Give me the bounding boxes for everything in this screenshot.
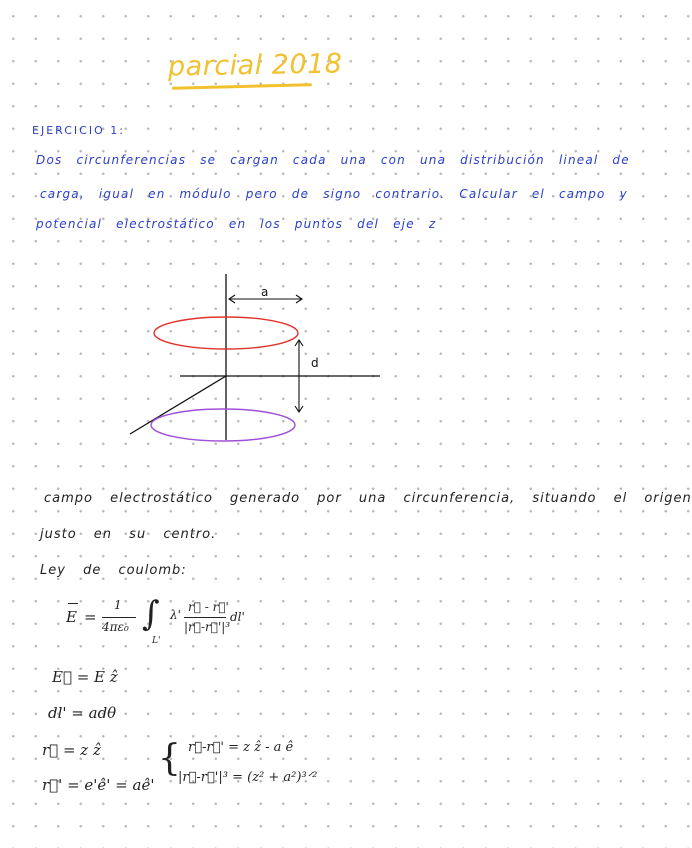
- eq-r-prime: r⃗' = e'ê' = aê': [42, 776, 155, 794]
- eq-equals: =: [84, 608, 97, 626]
- eq-e-vector-bar: [68, 603, 78, 604]
- eq-r: r⃗ = z ẑ: [42, 741, 101, 759]
- eq-frac-den: |r⃗-r⃗'|³: [184, 620, 231, 634]
- x-axis: [130, 376, 226, 434]
- statement-line-1: Dos circunferencias se cargan cada una con una distribución lineal de: [36, 153, 630, 167]
- note-line-2: justo en su centro.: [40, 527, 217, 542]
- eq-coef-den: 4πε₀: [102, 620, 129, 634]
- page-title: parcial 2018: [167, 48, 343, 83]
- label-d: d: [311, 356, 319, 370]
- eq-dl-def: dl' = adθ: [48, 704, 117, 722]
- eq-brace: {: [158, 738, 181, 779]
- eq-difference: r⃗-r⃗' = z ẑ - a ê: [188, 740, 294, 755]
- eq-coef-bar: [102, 617, 136, 618]
- eq-coef-num: 1: [114, 598, 122, 612]
- eq-dl: dl': [230, 610, 245, 624]
- eq-frac-num: r⃗ - r⃗': [188, 600, 229, 614]
- eq-integral: ∫: [142, 594, 160, 634]
- label-a: a: [261, 285, 269, 299]
- statement-line-2: carga, igual en módulo pero de signo contrario. Calcular el campo y: [40, 187, 628, 201]
- bottom-ring: [151, 409, 295, 441]
- note-line-3: Ley de coulomb:: [40, 563, 187, 578]
- note-line-1: campo electrostático generado por una circunferencia, situando el origen: [44, 491, 692, 506]
- eq-integral-sub: L': [152, 636, 161, 646]
- eq-e-vector: E: [66, 608, 77, 626]
- eq-e-z: E⃗ = E ẑ: [52, 668, 118, 686]
- statement-line-3: potencial electrostático en los puntos del eje z: [36, 217, 437, 231]
- exercise-heading: EJERCICIO 1:: [32, 124, 125, 137]
- eq-lambda: λ': [170, 608, 181, 622]
- eq-modulus: |r⃗-r⃗'|³ = (z² + a²)³ᐟ²: [178, 770, 318, 785]
- eq-frac-bar: [184, 617, 226, 618]
